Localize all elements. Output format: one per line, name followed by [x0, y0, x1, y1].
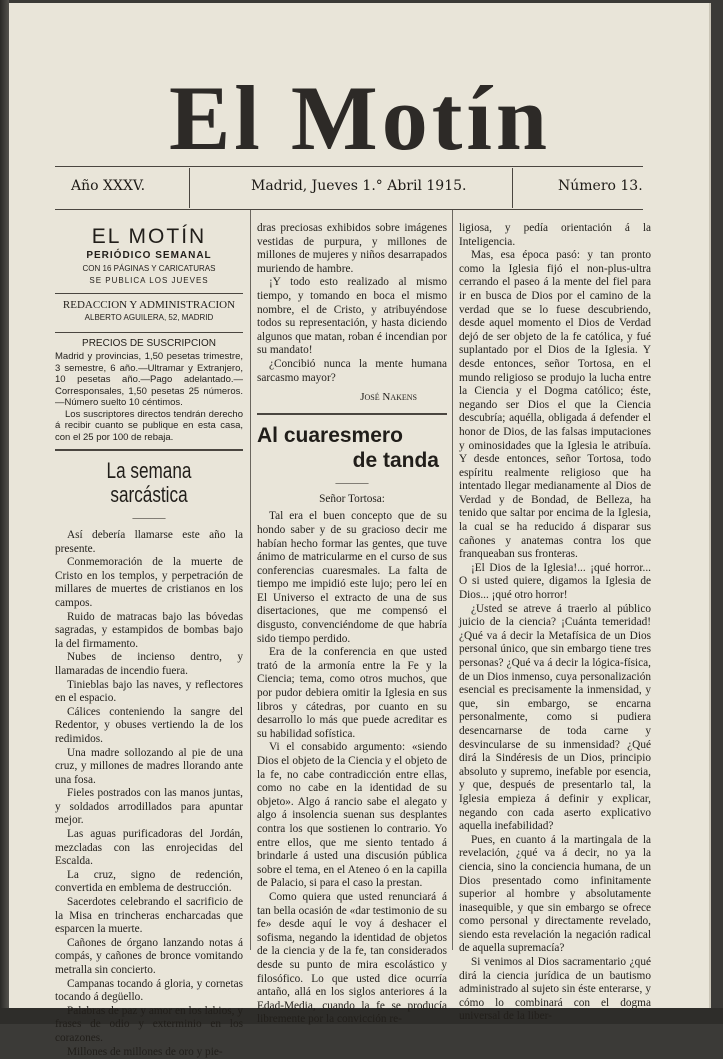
semana-paragraph: Millones de millones de oro y pie- — [67, 1045, 223, 1058]
semana-paragraph: Ruido de matracas bajo las bóvedas sagradas, y estampidos de bombas bajo la del firmamento. — [55, 610, 243, 650]
column-3 — [459, 222, 651, 1024]
semana-paragraph: Campanas tocando á gloria, y cornetas tocando á degüello. — [55, 977, 243, 1004]
semana-paragraph: La cruz, signo de redención, convertida en emblema de destrucción. — [55, 868, 243, 895]
subscribers-note: Los suscriptores directos tendrán derecho á recibir cuanto se publique en esta casa, con el 25 por 100 de rebaja. — [55, 408, 243, 443]
article-paragraph: Tal era el buen concepto que de su hondo saber y de su gracioso decir me habían hecho formar las gentes, que tuve ánimo de matricularme en el curso de sus conferencias cuaresmales. La falta de tiempo me impidió este lujo; pero leí en El Universo el extracto de una de sus disertaciones, que me compensó el disgusto, convenciéndome de que habría sido tiempo perdido. — [257, 510, 447, 645]
prices-title: PRECIOS DE SUSCRIPCION — [82, 338, 216, 349]
box-address: ALBERTO AGUILERA, 52, MADRID — [84, 313, 214, 322]
subscription-box — [55, 225, 243, 451]
issue-year: Año XXXV. — [71, 178, 146, 194]
col3-paragraph: Pues, en cuanto á la martingala de la revelación, ¿qué va á decir, no ya la ciencia, sino la conciencia humana, de un Dios presentado como infinitamente superior al hombre y absolutamente inasequible, y que sin embargo se ofrece como personal y directamente revelado, siendo esta revelación la negación radical de aquella supremacía? — [459, 833, 651, 955]
article-title-line-1: Al cuaresmero — [257, 423, 403, 447]
column-separator — [250, 210, 251, 950]
semana-paragraph: Conmemoración de la muerte de Cristo en los templos, y perpetración de millares de muertes de cristianos en los campos. — [55, 556, 243, 609]
column-1 — [55, 225, 243, 1059]
article-title-line-2: de tanda — [352, 448, 439, 472]
semana-paragraph: Tinieblas bajo las naves, y reflectores en el espacio. — [55, 678, 243, 705]
column-2 — [257, 222, 447, 1027]
semana-title: La semana sarcástica — [106, 458, 192, 507]
col3-paragraph: ¿Usted se atreve á traerlo al público juicio de la ciencia? ¡Cuánta temeridad! ¿Qué va á decir la Metafísica de un Dios personal único, que sin embargo tiene tres personas? ¿Qué va á decir la lógica-física, de un Dios inmenso, cuya personalización esencial es precisamente la inmensidad, y que, sin embargo, se encarna personalmente, como si pudiera desencarnarse de toda carne y desvincularse de su inmensidad? ¿Qué dirá la Sindéresis de un Dios, principio absoluto y supremo, inefable por esencia, y que, después de presentarlo tal, la Iglesia empieza á definir y explicar, negando con cada aserto explicativo aquella inefabilidad? — [459, 602, 651, 833]
box-pages: CON 16 PÁGINAS Y CARICATURAS — [82, 264, 216, 273]
col3-continuation: ligiosa, y pedía orientación á la Inteligencia. — [459, 222, 651, 248]
book-spine — [0, 0, 9, 1024]
signature: José Nakens — [360, 391, 417, 404]
info-separator — [189, 168, 190, 208]
semana-paragraph: Cañones de órgano lanzando notas á compás, y cañones de bronce vomitando metralla sin concierto. — [55, 936, 243, 976]
semana-paragraph: Una madre sollozando al pie de una cruz, y millones de madres llorando ante una fosa. — [55, 746, 243, 786]
box-title: EL MOTÍN — [91, 225, 207, 248]
prices-text: Madrid y provincias, 1,50 pesetas trimestre, 3 semestre, 6 año.—Ultramar y Extranjero, 10 pesetas año.—Pago adelantado.—Corresponsales, 1,50 pesetas 25 números.—Número suelto 10 céntimos. — [55, 351, 243, 408]
col3-paragraph: Si venimos al Dios sacramentario ¿qué dirá la ciencia jurídica de un bautismo administrado al sujeto sin éste enterarse, y cómo lo combinará con el dogma universal de la liber- — [459, 956, 651, 1023]
semana-dash: ——— — [132, 512, 166, 524]
box-subtitle: PERIÓDICO SEMANAL — [86, 250, 212, 261]
info-bar — [55, 168, 643, 208]
column-separator — [452, 210, 453, 950]
col3-paragraph: ¡El Dios de la Iglesia!... ¡qué horror... O si usted quiere, digamos la Iglesia de Dios... ¡qué otro horror! — [459, 561, 651, 602]
semana-paragraph: Sacerdotes celebrando el sacrificio de la Misa en trincheras encharcadas que esparcen la muerte. — [55, 896, 243, 936]
semana-paragraph: Cálices conteniendo la sangre del Redentor, y obuses vertiendo la de los redimidos. — [55, 705, 243, 745]
semana-paragraph: Así debería llamarse este año la presente. — [55, 529, 243, 555]
semana-paragraph: Las aguas purificadoras del Jordán, mezcladas con las enrojecidas del Escalda. — [55, 828, 243, 868]
masthead-title: El Motín — [168, 67, 552, 169]
col2-continuation: dras preciosas exhibidos sobre imágenes vestidas de purpura, y millones de millones de mujeres y niños desarrapados muriendo de hambre. — [257, 222, 447, 275]
info-separator — [512, 168, 513, 208]
col2-paragraph: ¿Concibió nunca la mente humana sarcasmo mayor? — [257, 357, 447, 384]
issue-date: Madrid, Jueves 1.° Abril 1915. — [251, 178, 467, 194]
article-paragraph: Vi el consabido argumento: «siendo Dios el objeto de la Ciencia y el objeto de la fe, no cabe contradicción entre ellas, como no cabe en la identidad de su objeto». Algo á rancio sabe el alegato y algo á insolencia suenan sus desplantes contra los que sostienen lo contrario. Yo entre ellos, que me siento tentado á brindarle á usted una discusión pública sobre el tema, en el Ateneo ó en la capilla de Palacio, si para el caso la prestan. — [257, 741, 447, 890]
col2-paragraph: ¡Y todo esto realizado al mismo tiempo, y tomando en boca el mismo nombre, el de Cristo, y atribuyéndose todos su representación, y hasta diciendo algunos que matan, roban é incendian por su mandato! — [257, 276, 447, 357]
col3-paragraph: Mas, esa época pasó: y tan pronto como la Iglesia fijó el non-plus-ultra cerrando el paseo á la mente del fiel para ir en busca de Dios por el camino de la verdad que se lo fuese descubriendo, desde aquel momento el Dios de Verdad dejó de ser objeto de la fe católica, y fué suplantado por el Dios de la Iglesia. Y desde entonces, señor Tortosa, en el mundo religioso se produjo la lucha entre la Ciencia y el Dogma católico; éste, negando ser Dios el que la Ciencia descubría; aquélla, obligada á defender el honor de Dios, de las falsas imputaciones y ominosidades que la Iglesia le atribuía. Y desde entonces, señor Tortosa, todo espíritu realmente religioso que ha intentado llegar medianamente al Dios de Verdad y de Bondad, de Belleza, ha tenido que saltar por encima de la Iglesia, la cual se ha reducido á disparar sus cañones y anatemas contra los que franqueaban sus fronteras. — [459, 249, 651, 561]
header-rule-top — [55, 166, 643, 167]
issue-number: Número 13. — [558, 178, 643, 194]
box-weekly: SE PUBLICA LOS JUEVES — [89, 276, 209, 285]
article-paragraph: Como quiera que usted renunciará á tan bella ocasión de «dar testimonio de su fe» desde aquí le voy á deshacer el sofisma, negando la identidad de objetos de la ciencia y de la fe, tan considerados desde su punto de mira escolástico y filosófico. Lo que usted dice ocurría antaño, allá en los siglos anteriores á la Edad-Media, cuando la fe se producía libremente por la convicción re- — [257, 890, 447, 1026]
article-paragraph: Era de la conferencia en que usted trató de la armonía entre la Fe y la Ciencia; tema, como otros muchos, que por pudor debiera omitir la Iglesia en sus libros y cátedras, por cuanto en su desarrollo lo más que puede acreditar es su habilidad sofística. — [257, 646, 447, 740]
box-admin: REDACCION Y ADMINISTRACION — [62, 299, 236, 311]
header-rule-bottom — [55, 209, 643, 210]
semana-paragraph: Nubes de incienso dentro, y llamaradas de incendio fuera. — [55, 651, 243, 677]
semana-paragraph: Palabras de paz y amor en los labios, y frases de odio y exterminio en los corazones. — [55, 1004, 243, 1044]
article-dash: ——— — [335, 476, 369, 489]
semana-paragraph: Fieles postrados con las manos juntas, y soldados arrodillados para apuntar mejor. — [55, 787, 243, 827]
salutation: Señor Tortosa: — [319, 492, 385, 505]
